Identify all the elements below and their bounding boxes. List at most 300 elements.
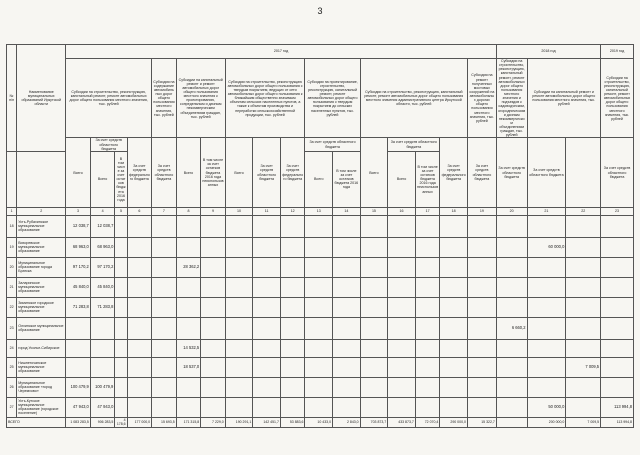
value-cell (388, 397, 416, 417)
value-cell (333, 277, 361, 297)
header-group-3: Субсидии на капитальный ремонт и ремонт автомобильных дорог общего пользования местного значения к проектированию, сопредельным и дачным некоммерческим объединениям граждан, тыс. рублей (176, 59, 225, 138)
value-cell (201, 237, 226, 257)
value-cell (305, 317, 333, 339)
value-cell: 71 283,8 (66, 297, 91, 317)
value-cell: 14 532,5 (176, 339, 201, 357)
value-cell (305, 357, 333, 377)
value-cell (496, 277, 527, 297)
value-cell (467, 377, 496, 397)
header-g1-total-sub: Всего (90, 151, 115, 207)
value-cell (527, 215, 566, 237)
value-cell (253, 277, 281, 297)
value-cell (467, 257, 496, 277)
value-cell (415, 377, 440, 397)
column-number: 1 (7, 207, 17, 215)
value-cell: 50 000,0 (527, 397, 566, 417)
value-cell (201, 339, 226, 357)
value-cell (566, 377, 601, 397)
value-cell: 100 479,9 (90, 377, 115, 397)
value-cell (388, 339, 416, 357)
value-cell (225, 377, 253, 397)
total-value: 15 322,7 (467, 417, 496, 427)
value-cell (496, 377, 527, 397)
header-year-2019: 2019 год (601, 45, 634, 59)
value-cell (527, 277, 566, 297)
value-cell (225, 397, 253, 417)
value-cell: 47 943,0 (66, 397, 91, 417)
value-cell (253, 357, 281, 377)
total-value: 7 229,0 (201, 417, 226, 427)
value-cell (115, 357, 127, 377)
value-cell (566, 215, 601, 237)
value-cell (201, 377, 226, 397)
value-cell (415, 317, 440, 339)
total-value: 190 291,1 (225, 417, 253, 427)
value-cell (360, 237, 388, 257)
page-number: 3 (317, 6, 323, 16)
value-cell (566, 237, 601, 257)
header-g7-oblast: За счет средств областного бюджета (467, 138, 496, 207)
value-cell: 12 038,7 (90, 215, 115, 237)
value-cell (280, 277, 305, 297)
header-municipality-blank (17, 151, 66, 207)
column-number: 14 (333, 207, 361, 215)
value-cell (115, 237, 127, 257)
municipality-name: Усть-Кутское муниципальное образование (городское поселение) (17, 397, 66, 417)
row-number: 26 (7, 377, 17, 397)
value-cell (527, 297, 566, 317)
value-cell (66, 317, 91, 339)
value-cell (566, 277, 601, 297)
value-cell (253, 297, 281, 317)
header-year-2017: 2017 год (66, 45, 497, 59)
value-cell (201, 297, 226, 317)
value-cell: 100 479,9 (66, 377, 91, 397)
value-cell (388, 237, 416, 257)
value-cell (527, 377, 566, 397)
value-cell (360, 357, 388, 377)
column-number: 11 (253, 207, 281, 215)
value-cell (253, 215, 281, 237)
header-g4-federal: За счет средств федерального бюджета (280, 138, 305, 207)
municipality-name: Вихоревское муниципальное образование (17, 237, 66, 257)
value-cell (601, 257, 634, 277)
value-cell (152, 277, 177, 297)
value-cell (253, 397, 281, 417)
column-number: 22 (566, 207, 601, 215)
value-cell (601, 317, 634, 339)
value-cell (176, 397, 201, 417)
value-cell (115, 297, 127, 317)
value-cell: 12 038,7 (66, 215, 91, 237)
value-cell (415, 277, 440, 297)
value-cell (467, 317, 496, 339)
value-cell (388, 215, 416, 237)
value-cell (280, 377, 305, 397)
value-cell (333, 237, 361, 257)
value-cell (253, 257, 281, 277)
value-cell (152, 339, 177, 357)
value-cell (415, 297, 440, 317)
column-number: 4 (90, 207, 115, 215)
value-cell (360, 277, 388, 297)
header-g1-oblast: За счет средств областного бюджета (90, 138, 127, 151)
value-cell (90, 317, 115, 339)
header-g1-residual: В том числе за счет остатков бюджета 2016 года (115, 151, 127, 207)
value-cell (440, 215, 468, 237)
value-cell (440, 237, 468, 257)
value-cell (360, 339, 388, 357)
total-value: 177 000,0 (127, 417, 152, 427)
value-cell (253, 339, 281, 357)
value-cell (333, 215, 361, 237)
value-cell: 28 362,2 (176, 257, 201, 277)
column-number: 12 (280, 207, 305, 215)
value-cell (388, 257, 416, 277)
value-cell (176, 215, 201, 237)
header-g8-oblast: За счет средств областного бюджета (496, 138, 527, 207)
value-cell (601, 377, 634, 397)
row-number: 20 (7, 257, 17, 277)
value-cell (333, 339, 361, 357)
header-group-8: Субсидии на строительство, реконструкцию, капитальный ремонт, ремонт автомобильных дорог общего пользования местного значения и подъездов к садоводческим, огородническим и дачным некоммерческим объединениям граждан, тыс. рублей (498, 59, 526, 138)
value-cell (333, 297, 361, 317)
value-cell (566, 317, 601, 339)
header-g4-total: Всего (225, 138, 253, 207)
table-row (7, 317, 634, 339)
table-row (7, 397, 634, 417)
value-cell (496, 257, 527, 277)
total-value: 113 994,8 (601, 417, 634, 427)
value-cell (225, 317, 253, 339)
value-cell (467, 339, 496, 357)
value-cell (305, 339, 333, 357)
header-g6-oblast: За счет средств областного бюджета (388, 138, 440, 151)
value-cell (566, 397, 601, 417)
value-cell (225, 277, 253, 297)
value-cell (388, 277, 416, 297)
value-cell (440, 297, 468, 317)
header-group-5: Субсидии на проектирование, строительство, реконструкцию, капитальный ремонт, ремонт автомобильных дорог общего пользования с твердым покрытием до сельских населенных пунктов, тыс. рублей (305, 59, 360, 138)
value-cell (440, 317, 468, 339)
total-value: 703 873,7 (360, 417, 388, 427)
value-cell (127, 215, 152, 237)
value-cell (152, 257, 177, 277)
header-group-10: Субсидии на строительство, реконструкцию, капитальный ремонт, ремонт автомобильных дорог общего пользования местного значения, тыс. рублей (601, 59, 634, 138)
value-cell (415, 339, 440, 357)
value-cell (415, 257, 440, 277)
budget-table (6, 44, 634, 428)
value-cell (152, 317, 177, 339)
value-cell (127, 339, 152, 357)
value-cell (305, 397, 333, 417)
value-cell (467, 277, 496, 297)
value-cell (360, 397, 388, 417)
value-cell (253, 377, 281, 397)
value-cell (176, 317, 201, 339)
value-cell (280, 237, 305, 257)
total-value: 10 433,0 (305, 417, 333, 427)
header-year-2018: 2018 год (496, 45, 600, 59)
row-number: 21 (7, 277, 17, 297)
header-g5-total: Всего (305, 151, 333, 207)
value-cell: 68 963,0 (66, 237, 91, 257)
municipality-name: город Усолье-Сибирское (17, 339, 66, 357)
header-number-blank (7, 151, 17, 207)
value-cell (115, 377, 127, 397)
value-cell (388, 297, 416, 317)
value-cell (152, 377, 177, 397)
total-value: 7 009,5 (566, 417, 601, 427)
value-cell (201, 357, 226, 377)
value-cell: 71 283,8 (90, 297, 115, 317)
value-cell (360, 317, 388, 339)
value-cell (201, 257, 226, 277)
row-number: 18 (7, 215, 17, 237)
value-cell: 97 170,2 (66, 257, 91, 277)
value-cell (225, 237, 253, 257)
value-cell: 68 963,0 (90, 237, 115, 257)
value-cell (280, 297, 305, 317)
value-cell (225, 357, 253, 377)
total-value: 142 451,7 (253, 417, 281, 427)
municipality-name: Заларинское муниципальное образование (17, 277, 66, 297)
total-value: 906 283,5 (90, 417, 115, 427)
value-cell (253, 237, 281, 257)
table-row (7, 237, 634, 257)
value-cell (115, 317, 127, 339)
value-cell (127, 317, 152, 339)
header-group-6: Субсидии на строительство, реконструкцию, капитальный ремонт, ремонт автомобильных дорог общего пользования местного значения административного центра Иркутской области, тыс. рублей (360, 59, 467, 138)
value-cell (305, 297, 333, 317)
value-cell: 60 000,0 (527, 237, 566, 257)
value-cell (90, 339, 115, 357)
value-cell (496, 339, 527, 357)
value-cell (440, 339, 468, 357)
value-cell (305, 257, 333, 277)
total-value: 290 000,0 (440, 417, 468, 427)
value-cell (176, 377, 201, 397)
value-cell (201, 397, 226, 417)
column-number: 5 (115, 207, 127, 215)
column-number: 7 (152, 207, 177, 215)
header-numbers-row (7, 207, 634, 215)
header-g6-federal: За счет средств федерального бюджета (440, 138, 468, 207)
header-g9-blank (566, 138, 601, 207)
header-group-7: Субсидия на ремонт полученных мостовых сооружений на автомобильных дорогах общего пользования местного значения, тыс. рублей (467, 59, 496, 138)
value-cell (280, 339, 305, 357)
header-g6-residual: В том числе за счет остатков бюджета 2016 года неиспользованных (415, 151, 440, 207)
value-cell (201, 277, 226, 297)
row-number: 25 (7, 357, 17, 377)
value-cell (496, 237, 527, 257)
value-cell (360, 215, 388, 237)
value-cell (467, 215, 496, 237)
value-cell (566, 339, 601, 357)
value-cell (225, 257, 253, 277)
row-number: 27 (7, 397, 17, 417)
total-value: 15 693,5 (152, 417, 177, 427)
header-g5-residual: В том числе за счет остатков бюджета 2016 года (333, 151, 361, 207)
value-cell (601, 237, 634, 257)
value-cell: 47 943,0 (90, 397, 115, 417)
value-cell (66, 357, 91, 377)
value-cell: 18 537,0 (176, 357, 201, 377)
value-cell (152, 237, 177, 257)
value-cell: 113 994,8 (601, 397, 634, 417)
value-cell (280, 215, 305, 237)
value-cell: 97 170,2 (90, 257, 115, 277)
total-value: 171 315,8 (176, 417, 201, 427)
header-number: № п/п (7, 45, 17, 152)
total-value: 433 873,7 (388, 417, 416, 427)
column-number: 6 (127, 207, 152, 215)
value-cell (333, 397, 361, 417)
value-cell (253, 317, 281, 339)
value-cell (496, 297, 527, 317)
value-cell (280, 257, 305, 277)
value-cell (115, 397, 127, 417)
value-cell (225, 297, 253, 317)
value-cell (280, 317, 305, 339)
municipality-name: Усть-Рубахинское муниципальное образование (17, 215, 66, 237)
total-value: 1 083 283,5 (66, 417, 91, 427)
header-group-1: Субсидии на строительство, реконструкцию, капитальный ремонт, ремонт автомобильных дорог общего пользования местного значения, тыс. рублей (66, 59, 152, 138)
value-cell (360, 297, 388, 317)
header-g1-federal: За счет средств федерального бюджета (127, 138, 152, 207)
header-g1-total: Всего (66, 138, 91, 207)
value-cell (415, 215, 440, 237)
column-number: 19 (467, 207, 496, 215)
value-cell (152, 357, 177, 377)
value-cell (601, 357, 634, 377)
header-municipality: Наименование муниципальных образований Иркутской области (17, 45, 66, 152)
column-number: 23 (601, 207, 634, 215)
value-cell (388, 377, 416, 397)
row-number: 22 (7, 297, 17, 317)
column-number: 15 (360, 207, 388, 215)
header-g4-oblast: За счет средств областного бюджета (253, 138, 281, 207)
table-row (7, 357, 634, 377)
value-cell (127, 237, 152, 257)
municipality-name: Муниципальное образование «город Черемхово» (17, 377, 66, 397)
municipality-name: Муниципальное образование города Братска (17, 257, 66, 277)
row-number: 24 (7, 339, 17, 357)
value-cell (527, 357, 566, 377)
value-cell (115, 339, 127, 357)
value-cell (152, 397, 177, 417)
column-number: 10 (225, 207, 253, 215)
value-cell: 7 009,5 (566, 357, 601, 377)
value-cell (201, 317, 226, 339)
value-cell (305, 237, 333, 257)
column-number: 9 (201, 207, 226, 215)
value-cell (440, 257, 468, 277)
header-g6-total-sub: Всего (388, 151, 416, 207)
value-cell: 45 840,0 (90, 277, 115, 297)
value-cell (527, 339, 566, 357)
value-cell (66, 339, 91, 357)
column-number: 20 (496, 207, 527, 215)
value-cell (333, 357, 361, 377)
header-group-4: Субсидии на строительство, реконструкцию автомобильных дорог общего пользования с твердым покрытием, ведущих от сети автомобильных дорог общего пользования к ближайшим общественно значимым объектам сельских населенных пунктов, а также к объектам производства и переработки сельскохозяйственной продукции, тыс. рублей (225, 59, 305, 138)
value-cell (566, 257, 601, 277)
column-number: 3 (66, 207, 91, 215)
municipality-name: Олхинское муниципальное образование (17, 317, 66, 339)
header-group-2: Субсидия на содержание автомобильных дорог общего пользования местного значения, тыс. рублей (152, 59, 177, 138)
value-cell (127, 377, 152, 397)
value-cell (415, 397, 440, 417)
header-group-9: Субсидии на капитальный ремонт и ремонт автомобильных дорог общего пользования местного значения, тыс. рублей (527, 59, 601, 138)
column-number: 8 (176, 207, 201, 215)
value-cell (467, 397, 496, 417)
value-cell (333, 377, 361, 397)
table-row (7, 377, 634, 397)
value-cell (115, 215, 127, 237)
header-g2-oblast: За счет средств областного бюджета (152, 138, 177, 207)
header-g3-total: Всего (176, 138, 201, 207)
column-number: 21 (527, 207, 566, 215)
value-cell (440, 357, 468, 377)
total-value: 72 070,4 (415, 417, 440, 427)
value-cell (496, 215, 527, 237)
header-g10-oblast: За счет средств областного бюджета (601, 138, 634, 207)
value-cell (280, 397, 305, 417)
value-cell (305, 377, 333, 397)
value-cell (440, 277, 468, 297)
header-g5-oblast: За счет средств областного бюджета (305, 138, 360, 151)
municipality-name: Зиминское городское муниципальное образование (17, 297, 66, 317)
table-row (7, 277, 634, 297)
value-cell (127, 277, 152, 297)
value-cell (566, 297, 601, 317)
value-cell (415, 357, 440, 377)
value-cell (601, 297, 634, 317)
value-cell (201, 215, 226, 237)
value-cell (601, 339, 634, 357)
value-cell (115, 277, 127, 297)
value-cell (176, 237, 201, 257)
value-cell (152, 215, 177, 237)
value-cell (467, 237, 496, 257)
value-cell (440, 377, 468, 397)
value-cell (601, 277, 634, 297)
table-row (7, 297, 634, 317)
column-number: 17 (415, 207, 440, 215)
value-cell (127, 297, 152, 317)
value-cell: 45 840,0 (66, 277, 91, 297)
value-cell (225, 339, 253, 357)
column-number: 13 (305, 207, 333, 215)
total-row (7, 417, 634, 427)
value-cell (127, 257, 152, 277)
value-cell (176, 277, 201, 297)
value-cell (388, 357, 416, 377)
value-cell (388, 317, 416, 339)
municipality-name: Нишнеточанское муниципальное образование (17, 357, 66, 377)
total-value: 2 843,0 (333, 417, 361, 427)
value-cell (176, 297, 201, 317)
row-number: 23 (7, 317, 17, 339)
value-cell (415, 237, 440, 257)
header-g6-total: Всего (360, 138, 388, 207)
value-cell (152, 297, 177, 317)
value-cell (440, 397, 468, 417)
total-value: 53 883,6 (280, 417, 305, 427)
column-number: 2 (17, 207, 66, 215)
value-cell (527, 317, 566, 339)
header-g3-residual: В том числе за счет остатков бюджета 2016 года неиспользованных (201, 138, 226, 207)
